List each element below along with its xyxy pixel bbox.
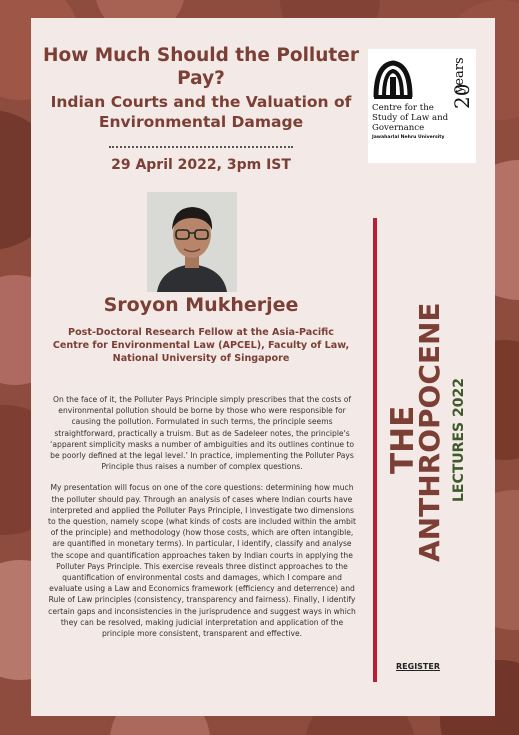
- event-date: 29 April 2022, 3pm IST: [111, 157, 291, 173]
- abstract: [45, 394, 359, 649]
- cslg-emblem-icon: [372, 55, 414, 101]
- logo-centre-line-2: Study of Law and: [372, 113, 449, 123]
- event-card: [31, 18, 495, 716]
- series-title-the: THE: [385, 405, 421, 474]
- logo-centre-line-1: Centre for the: [372, 103, 434, 113]
- speaker-affiliation: Post-Doctoral Research Fellow at the Asia-Pacific Centre for Environmental Law (APCEL), Faculty of Law, National University of Singapore: [52, 327, 350, 364]
- logo-years-number: 20: [450, 83, 474, 109]
- accent-bar: [373, 218, 377, 682]
- dotted-divider: [109, 146, 293, 148]
- register-link[interactable]: REGISTER: [396, 662, 441, 671]
- logo-years-word: years: [452, 57, 467, 93]
- logo-centre-line-3: Governance: [372, 123, 425, 133]
- series-title-anthropocene: ANTHROPOCENE: [413, 302, 446, 562]
- event-title: How Much Should the Polluter Pay?: [43, 45, 359, 89]
- speaker-name: Sroyon Mukherjee: [103, 294, 299, 316]
- logo-university: Jawaharlal Nehru University: [372, 135, 445, 140]
- event-subtitle: Indian Courts and the Valuation of Environmental Damage: [50, 93, 352, 131]
- speaker-photo: [147, 192, 237, 292]
- abstract-paragraph-1: On the face of it, the Polluter Pays Principle simply prescribes that the costs of environmental pollution should be borne by those who were responsible for causing the pollution. Formulated in such terms, the principle seems straightforward, practically a truism. But as de Sadeleer notes, the principle's ‘apparent simplicity masks a number of ambiguities and its outlines continue to be poorly defined at the legal level.’ In practice, implementing the Polluter Pays Principle thus raises a number of complex questions.: [49, 395, 355, 472]
- speaker-photo-illustration: [147, 192, 237, 292]
- cslg-logo: [368, 49, 476, 163]
- series-lectures-2022: LECTURES 2022: [451, 378, 467, 502]
- abstract-paragraph-2: My presentation will focus on one of the core questions: determining how much the polluter should pay. Through an analysis of cases where Indian courts have interpreted and applied the Polluter Pays Principle, I investigate two dimensions to the question, namely scope (what kinds of costs are included within the ambit of the principle) and methodology (how those costs, which are often intangible, are quantified in monetary terms). In particular, I identify, classify and analyse the scope and quantification approaches taken by Indian courts in applying the Polluter Pays Principle. This exercise reveals three distinct approaches to the quantification of environmental costs and damages, which I compare and evaluate using a Law and Economics framework (efficiency and deterrence) and Rule of Law principles (consistency, transparency and fairness). Finally, I identify certain gaps and inconsistencies in the jurisprudence and suggest ways in which they can be resolved, making judicial interpretation and application of the principle more consistent, transparent and effective.: [48, 483, 356, 639]
